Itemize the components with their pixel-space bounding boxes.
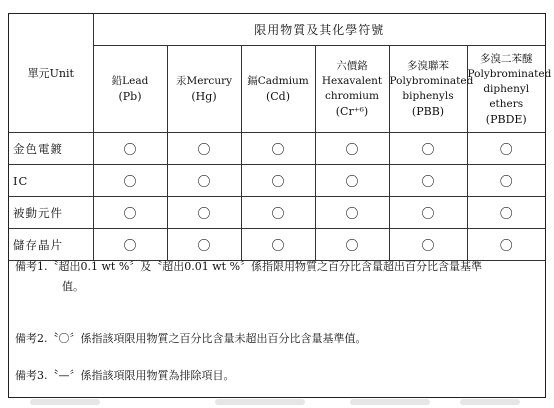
scan-artifact: [460, 399, 520, 405]
compliance-mark: 〇: [389, 229, 467, 261]
scan-artifact: [30, 399, 100, 405]
scan-artifact: [215, 399, 305, 405]
compliance-mark: 〇: [167, 165, 241, 197]
compliance-mark: 〇: [241, 197, 315, 229]
substance-symbol: (Pb): [118, 90, 142, 103]
remark-3: 備考3.〝—〞係指該項限用物質為排除項目。: [15, 369, 235, 382]
compliance-mark: 〇: [167, 133, 241, 165]
compliance-mark: 〇: [93, 165, 167, 197]
substance-name: 多溴聯苯 Polybrominated biphenyls: [389, 60, 474, 102]
substance-name: 鎘Cadmium: [247, 75, 309, 87]
substance-name: 六價鉻 Hexavalent chromium: [321, 60, 383, 102]
substance-symbol: (PBDE): [485, 112, 527, 126]
compliance-mark: 〇: [467, 197, 545, 229]
compliance-mark: 〇: [241, 133, 315, 165]
table-row: [9, 165, 545, 197]
compliance-mark: 〇: [93, 197, 167, 229]
compliance-mark: 〇: [315, 197, 389, 229]
substance-header-lead: [93, 46, 167, 133]
row-label: IC: [9, 165, 93, 197]
compliance-mark: 〇: [467, 165, 545, 197]
substance-symbol: (Hg): [191, 90, 217, 103]
compliance-mark: 〇: [241, 229, 315, 261]
restricted-substances-table: [9, 14, 552, 261]
table-row: [9, 229, 545, 261]
compliance-mark: 〇: [389, 197, 467, 229]
row-label: 儲存晶片: [9, 229, 93, 261]
substance-symbol: (PBB): [411, 105, 445, 118]
table-row: [9, 197, 545, 229]
compliance-mark: 〇: [389, 133, 467, 165]
remark-1-continuation: 值。: [62, 280, 84, 293]
compliance-mark: 〇: [93, 229, 167, 261]
substance-header-pbde: [467, 46, 552, 133]
remark-1: 備考1.〝超出0.1 wt %〞及〝超出0.01 wt %〞係指限用物質之百分比含量超出百分比含量基準: [15, 260, 483, 273]
compliance-mark: 〇: [315, 229, 389, 261]
substance-symbol: (Cd): [265, 90, 291, 103]
scan-artifact: [350, 399, 430, 405]
compliance-mark: 〇: [93, 133, 167, 165]
table-title: 限用物質及其化學符號: [93, 14, 545, 46]
compliance-mark: 〇: [241, 165, 315, 197]
compliance-mark: 〇: [315, 133, 389, 165]
substance-name: 鉛Lead: [111, 75, 149, 87]
substance-header-cadmium: [241, 46, 315, 133]
substance-symbol: (Cr⁺⁶): [335, 105, 369, 118]
substance-header-hexavalent-chromium: [315, 46, 389, 133]
compliance-mark: 〇: [167, 197, 241, 229]
row-label: 金色電鍍: [9, 133, 93, 165]
table-row: [9, 133, 545, 165]
remark-2: 備考2.〝〇〞係指該項限用物質之百分比含量未超出百分比含量基準值。: [15, 332, 367, 345]
rohs-declaration-sheet: [8, 13, 552, 398]
compliance-mark: 〇: [315, 165, 389, 197]
compliance-mark: 〇: [167, 229, 241, 261]
substance-name: 汞Mercury: [175, 75, 233, 87]
substance-name: 多溴二苯醚 Polybrominated diphenyl ethers: [467, 52, 552, 110]
substance-header-pbb: [389, 46, 474, 133]
compliance-mark: 〇: [389, 165, 467, 197]
substance-header-mercury: [167, 46, 241, 133]
unit-header: 單元Unit: [9, 14, 93, 133]
compliance-mark: 〇: [467, 229, 545, 261]
row-label: 被動元件: [9, 197, 93, 229]
compliance-mark: 〇: [467, 133, 545, 165]
